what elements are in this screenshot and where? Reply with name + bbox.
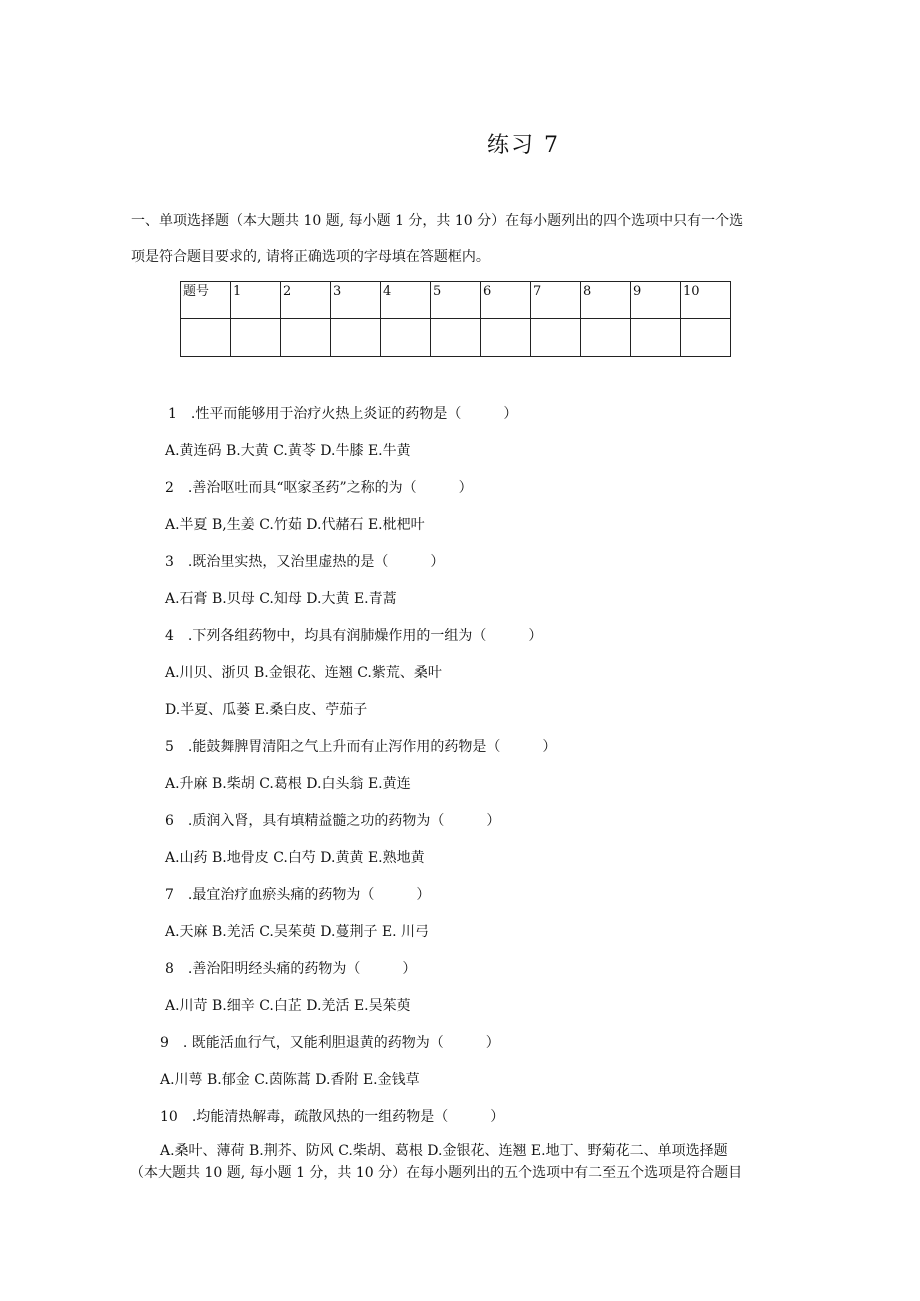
section-2-instructions: （本大题共 10 题, 每小题 1 分，共 10 分）在每小题列出的五个选项中有二至五个选项是符合题目 (130, 1165, 743, 1181)
question-6: 6 .质润入肾，具有填精益髓之功的药物为（ ） (165, 813, 501, 829)
question-4: 4 .下列各组药物中，均具有润肺燥作用的一组为（ ） (165, 628, 543, 644)
question-4-options-line-1: A.川贝、浙贝 B.金银花、连翘 C.紫荒、桑叶 (165, 665, 442, 681)
answer-table-answer-row (181, 319, 731, 357)
question-3-options: A.石膏 B.贝母 C.知母 D.大黄 E.青蒿 (165, 591, 397, 607)
answer-cell[interactable] (581, 319, 631, 357)
question-8: 8 .善治阳明经头痛的药物为（ ） (165, 961, 417, 977)
table-header-cell: 10 (681, 282, 731, 319)
table-header-cell: 题号 (181, 282, 231, 319)
answer-table (180, 281, 731, 357)
section-instructions (131, 203, 791, 275)
answer-cell[interactable] (281, 319, 331, 357)
table-header-cell: 9 (631, 282, 681, 319)
table-header-cell: 4 (381, 282, 431, 319)
answer-cell[interactable] (381, 319, 431, 357)
answer-cell[interactable] (231, 319, 281, 357)
question-8-options: A.川苛 B.细辛 C.白芷 D.羌活 E.吴茱萸 (165, 998, 411, 1014)
answer-cell (181, 319, 231, 357)
answer-cell[interactable] (531, 319, 581, 357)
answer-cell[interactable] (331, 319, 381, 357)
answer-cell[interactable] (681, 319, 731, 357)
question-9-options: A.川萼 B.郁金 C.茵陈蒿 D.香附 E.金钱草 (160, 1072, 420, 1088)
table-header-cell: 8 (581, 282, 631, 319)
table-header-cell: 7 (531, 282, 581, 319)
section-continuation (130, 1140, 790, 1184)
answer-table-header-row (181, 282, 731, 319)
question-9: 9 . 既能活血行气，又能利胆退黄的药物为（ ） (160, 1035, 500, 1051)
question-10: 10 .均能清热解毒，疏散风热的一组药物是（ ） (160, 1109, 505, 1125)
question-7: 7 .最宜治疗血瘀头痛的药物为（ ） (165, 887, 431, 903)
table-header-cell: 6 (481, 282, 531, 319)
table-header-cell: 3 (331, 282, 381, 319)
question-1: 1 .性平而能够用于治疗火热上炎证的药物是（ ） (168, 406, 518, 422)
table-header-cell: 2 (281, 282, 331, 319)
table-header-cell: 5 (431, 282, 481, 319)
instructions-line-2: 项是符合题目要求的, 请将正确选项的字母填在答题框内。 (131, 249, 490, 265)
question-2-options: A.半夏 B,生姜 C.竹茹 D.代赭石 E.枇杷叶 (165, 517, 425, 533)
page-title: 练习 7 (487, 133, 560, 158)
table-header-cell: 1 (231, 282, 281, 319)
answer-cell[interactable] (431, 319, 481, 357)
question-5-options: A.升麻 B.柴胡 C.葛根 D.白头翁 E.黄连 (165, 776, 411, 792)
question-4-options-line-2: D.半夏、瓜蒌 E.桑白皮、苧茄子 (165, 702, 368, 718)
instructions-line-1: 一、单项选择题（本大题共 10 题, 每小题 1 分，共 10 分）在每小题列出的四个选项中只有一个选 (131, 213, 744, 229)
question-7-options: A.天麻 B.羌活 C.吴茱萸 D.蔓荆子 E. 川弓 (165, 924, 430, 940)
question-5: 5 .能鼓舞脾胃清阳之气上升而有止泻作用的药物是（ ） (165, 739, 557, 755)
question-1-options: A.黄连码 B.大黄 C.黄苓 D.牛膝 E.牛黄 (165, 443, 411, 459)
answer-cell[interactable] (481, 319, 531, 357)
question-6-options: A.山药 B.地骨皮 C.白芍 D.黄黄 E.熟地黄 (165, 850, 425, 866)
question-3: 3 .既治里实热，又治里虚热的是（ ） (165, 554, 445, 570)
question-2: 2 .善治呕吐而具“呕家圣药”之称的为（ ） (165, 480, 473, 496)
answer-cell[interactable] (631, 319, 681, 357)
question-10-options: A.桑叶、薄荷 B.荆芥、防风 C.柴胡、葛根 D.金银花、连翘 E.地丁、野菊花二、单项选择题 (160, 1143, 728, 1159)
